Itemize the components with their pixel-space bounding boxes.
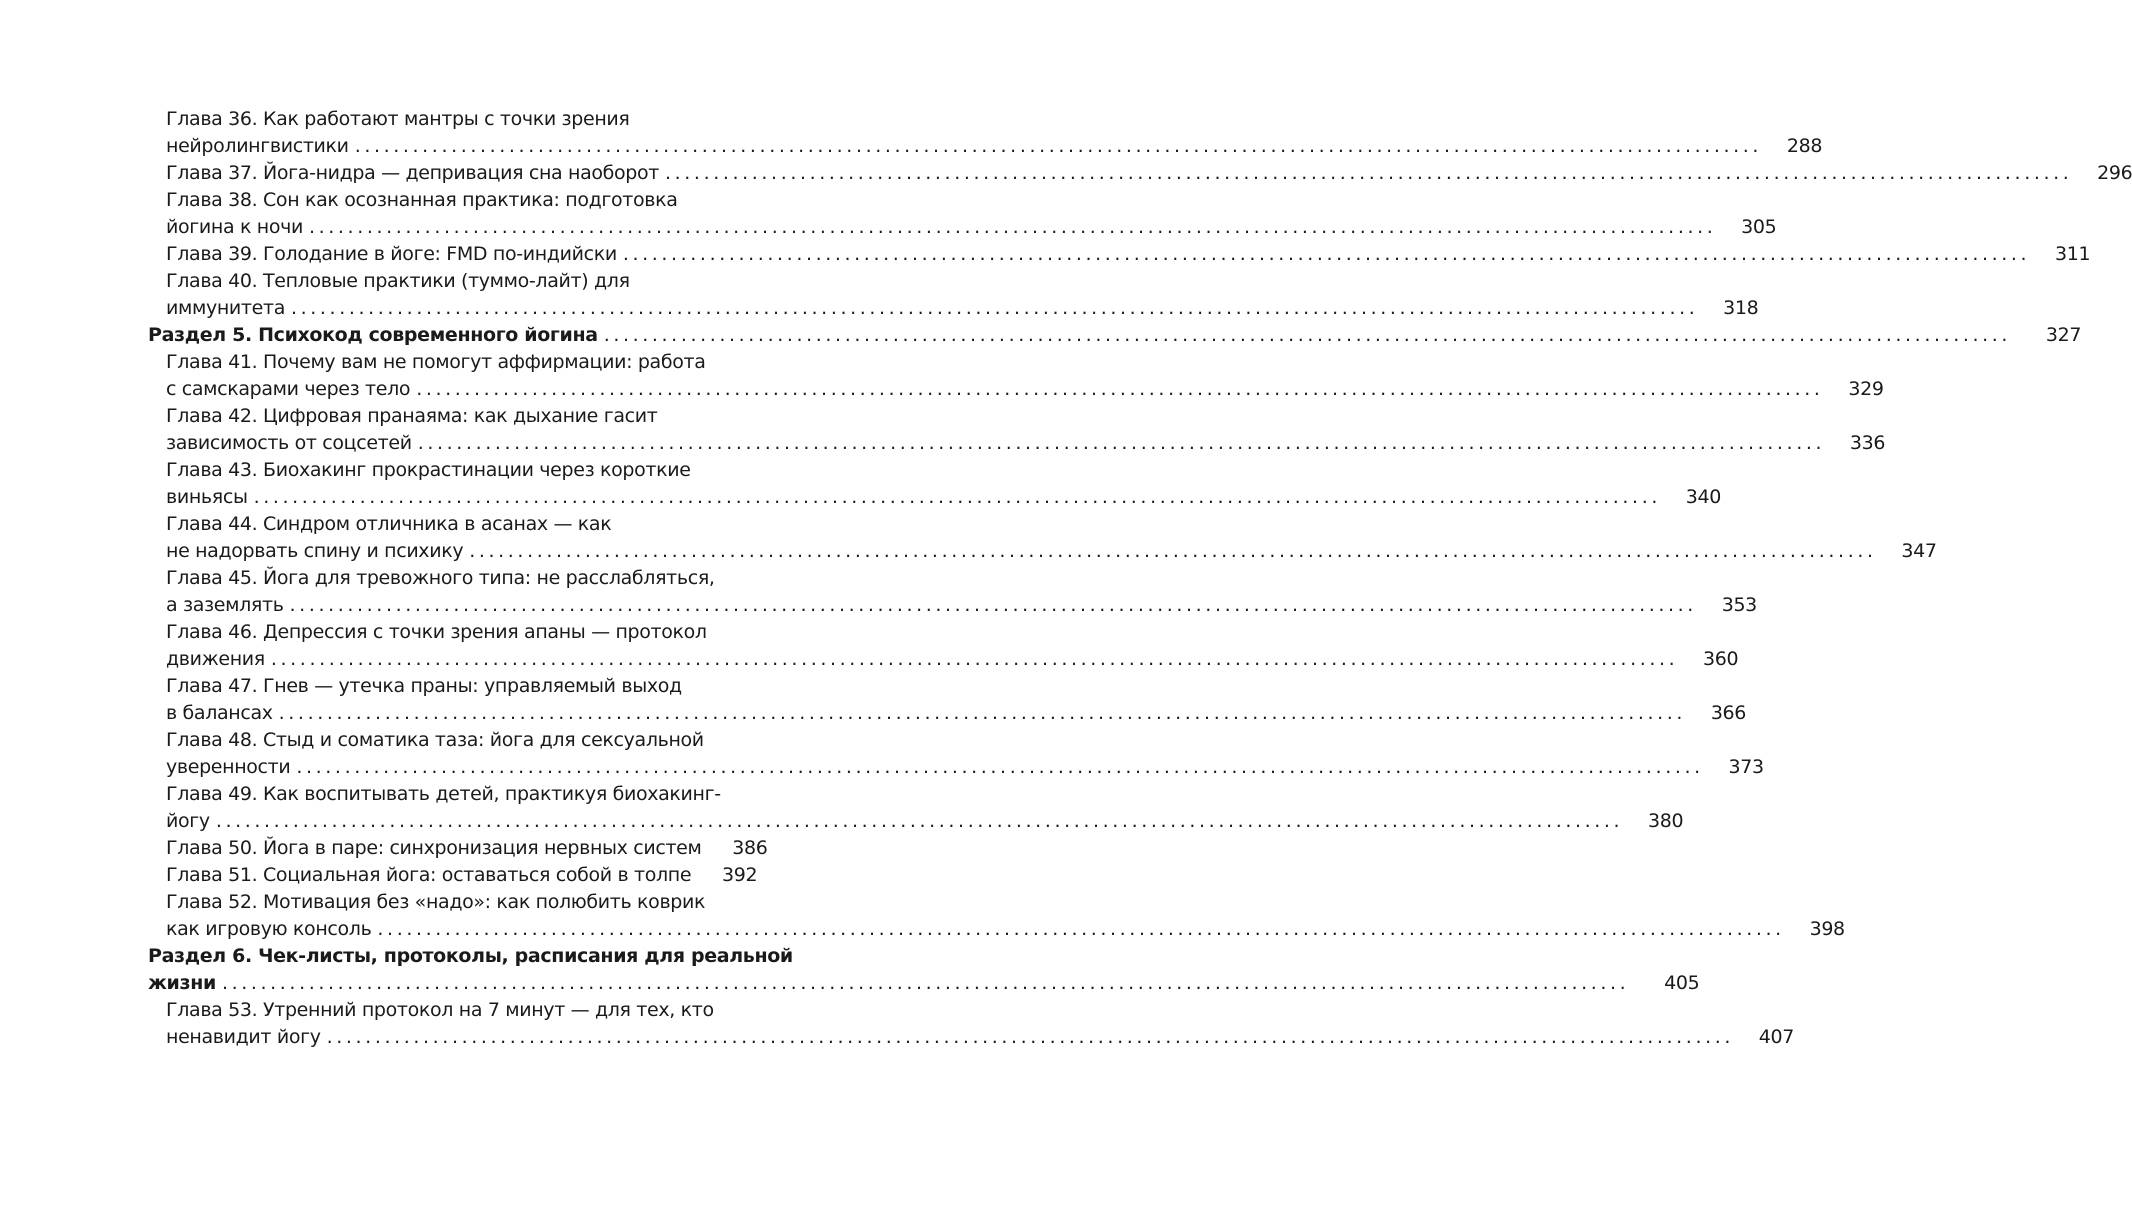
toc-chapter-entry [148,241,2091,268]
toc-entry-title: Глава 43. Биохакинг прокрастинации через короткие [166,459,691,481]
page-number: 329 [1848,378,1884,400]
toc-entry-line [148,727,744,754]
toc-chapter-entry [148,781,1684,835]
dot-leader: .................................................................................................................................................. [469,540,1877,562]
dot-leader: .................................................................................................................................................. [291,297,1699,319]
toc-entry-title: Глава 42. Цифровая пранаяма: как дыхание гасит [166,405,658,427]
toc-entry-line [148,592,1757,619]
toc-entry-line [148,349,744,376]
dot-leader: .................................................................................................................................................. [215,810,1624,832]
toc-entry-line [148,916,1845,943]
dot-leader: .................................................................................................................................................. [221,972,1630,994]
toc-entry-title: Глава 36. Как работают мантры с точки зрения [166,108,630,130]
toc-chapter-entry [148,511,1937,565]
page-number: 336 [1849,432,1886,454]
toc-entry-line [148,106,744,133]
page-number: 311 [2054,243,2091,265]
dot-leader: .................................................................................................................................................. [377,918,1785,940]
toc-entry-title: зависимость от соцсетей [166,432,412,454]
toc-chapter-entry [148,187,1777,241]
toc-entry-title: ненавидит йогу [166,1026,321,1048]
page-number: 327 [2045,324,2082,346]
toc-entry-line [148,322,2082,349]
toc-entry-title: Раздел 5. Психокод современного йогина [148,324,598,346]
dot-leader: .................................................................................................................................................. [326,1026,1734,1048]
toc-entry-line [148,538,1937,565]
dot-leader: .................................................................................................................................................. [416,378,1824,400]
page-number: 373 [1728,756,1764,778]
toc-entry-title: Глава 50. Йога в паре: синхронизация нервных систем [166,837,702,859]
toc-chapter-entry [148,268,1759,322]
toc-entry-title: Глава 45. Йога для тревожного типа: не расслабляться, [166,567,715,589]
toc-entry-line [148,862,758,889]
toc-chapter-entry [148,106,1823,160]
toc-chapter-entry [148,835,768,862]
toc-entry-line [148,700,1747,727]
toc-entry-title: йогина к ночи [166,216,303,238]
table-of-contents [148,106,2132,1051]
dot-leader: .................................................................................................................................................. [665,162,2073,184]
page-number: 398 [1809,918,1845,940]
toc-entry-title: Глава 41. Почему вам не помогут аффирмации: работа [166,351,706,373]
toc-entry-title: Глава 40. Тепловые практики (туммо-лайт) для [166,270,630,292]
page-number: 288 [1786,135,1823,157]
page-number: 318 [1723,297,1759,319]
toc-chapter-entry [148,673,1747,727]
toc-chapter-entry [148,349,1884,403]
toc-entry-title: Глава 46. Депрессия с точки зрения апаны — протокол [166,621,707,643]
toc-entry-title: Глава 39. Голодание в йоге: FMD по-индийски [166,243,617,265]
dot-leader: .................................................................................................................................................. [309,216,1717,238]
page-number: 392 [721,864,758,886]
page-number: 296 [2097,162,2132,184]
toc-entry-title: Глава 49. Как воспитывать детей, практикуя биохакинг- [166,783,721,805]
toc-entry-line [148,889,744,916]
toc-entry-title: жизни [148,972,216,994]
toc-entry-line [148,619,744,646]
toc-entry-line [148,457,744,484]
toc-entry-title: Глава 38. Сон как осознанная практика: подготовка [166,189,678,211]
toc-chapter-entry [148,862,758,889]
toc-entry-title: движения [166,648,265,670]
toc-entry-title: Глава 37. Йога-нидра — депривация сна наоборот [166,162,660,184]
toc-entry-line [148,754,1764,781]
toc-entry-line [148,808,1684,835]
dot-leader: .................................................................................................................................................. [354,135,1763,157]
toc-entry-line [148,646,1739,673]
dot-leader: .................................................................................................................................................. [253,486,1661,508]
toc-chapter-entry [148,565,1757,619]
page-number: 405 [1664,972,1700,994]
toc-entry-line [148,1024,1794,1051]
toc-entry-title: в балансах [166,702,273,724]
page-number: 360 [1703,648,1739,670]
toc-entry-title: йогу [166,810,210,832]
page-number: 340 [1685,486,1721,508]
toc-entry-line [148,565,744,592]
dot-leader: .................................................................................................................................................. [289,594,1697,616]
toc-entry-title: а заземлять [166,594,284,616]
toc-entry-line [148,160,2132,187]
toc-chapter-entry [148,889,1845,943]
page-number: 407 [1758,1026,1794,1048]
dot-leader: .................................................................................................................................................. [417,432,1826,454]
toc-entry-title: иммунитета [166,297,285,319]
toc-entry-title: Глава 52. Мотивация без «надо»: как полюбить коврик [166,891,706,913]
toc-section-entry [148,943,1700,997]
toc-section-entry [148,322,2082,349]
toc-entry-line [148,133,1823,160]
toc-entry-line [148,295,1759,322]
toc-entry-title: нейролингвистики [166,135,349,157]
toc-entry-line [148,241,2091,268]
toc-chapter-entry [148,403,1886,457]
page-number: 347 [1901,540,1937,562]
toc-entry-title: Глава 53. Утренний протокол на 7 минут — для тех, кто [166,999,714,1021]
dot-leader: .................................................................................................................................................. [603,324,2012,346]
toc-entry-line [148,970,1700,997]
toc-entry-line [148,673,744,700]
page-number: 366 [1710,702,1747,724]
toc-entry-line [148,214,1777,241]
toc-entry-line [148,997,744,1024]
toc-entry-line [148,403,744,430]
toc-chapter-entry [148,619,1739,673]
toc-chapter-entry [148,457,1721,511]
dot-leader: .................................................................................................................................................. [296,756,1704,778]
page-number: 386 [732,837,768,859]
toc-entry-line [148,187,744,214]
page-number: 380 [1647,810,1684,832]
dot-leader: .................................................................................................................................................. [622,243,2031,265]
toc-entry-line [148,484,1721,511]
toc-entry-line [148,268,744,295]
toc-entry-title: виньясы [166,486,248,508]
toc-chapter-entry [148,727,1764,781]
toc-entry-title: как игровую консоль [166,918,372,940]
toc-chapter-entry [148,160,2132,187]
toc-entry-title: Глава 51. Социальная йога: оставаться собой в толпе [166,864,692,886]
toc-entry-line [148,430,1886,457]
toc-entry-line [148,376,1884,403]
toc-entry-line [148,943,793,970]
toc-entry-title: Глава 47. Гнев — утечка праны: управляемый выход [166,675,682,697]
dot-leader: .................................................................................................................................................. [278,702,1687,724]
toc-entry-title: Глава 48. Стыд и соматика таза: йога для сексуальной [166,729,704,751]
toc-entry-title: с самскарами через тело [166,378,411,400]
page-number: 305 [1741,216,1777,238]
toc-entry-title: уверенности [166,756,291,778]
toc-entry-title: Раздел 6. Чек-листы, протоколы, расписания для реальной [148,945,793,967]
toc-entry-line [148,511,744,538]
toc-entry-line [148,835,768,862]
toc-entry-title: не надорвать спину и психику [166,540,464,562]
toc-entry-title: Глава 44. Синдром отличника в асанах — как [166,513,612,535]
toc-entry-line [148,781,744,808]
page-number: 353 [1721,594,1757,616]
toc-chapter-entry [148,997,1794,1051]
dot-leader: .................................................................................................................................................. [270,648,1679,670]
